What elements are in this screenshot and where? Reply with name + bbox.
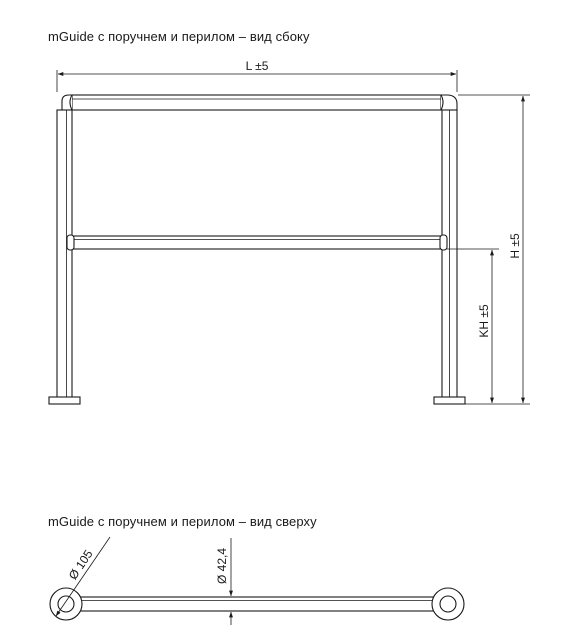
height-dimension <box>458 95 530 404</box>
side-view-caption: mGuide с поручнем и перилом – вид сбоку <box>48 29 310 44</box>
rail-height-label: KH ±5 <box>477 304 491 338</box>
top-view <box>50 537 464 625</box>
pipe-diameter-label: Ø 42,4 <box>215 547 229 585</box>
right-base-plate <box>432 588 464 620</box>
pipe-diameter-dimension <box>215 538 231 625</box>
top-view-caption: mGuide с поручнем и перилом – вид сверху <box>48 514 317 529</box>
length-label: L ±5 <box>245 59 269 73</box>
handrail <box>70 95 443 110</box>
length-dimension <box>57 59 457 92</box>
base-diameter-label: Ø 105 <box>65 547 96 583</box>
side-view <box>49 59 530 404</box>
top-view-rail <box>73 597 440 611</box>
height-label: H ±5 <box>508 233 522 259</box>
left-base-plate <box>50 588 82 620</box>
middle-rail <box>67 235 447 250</box>
